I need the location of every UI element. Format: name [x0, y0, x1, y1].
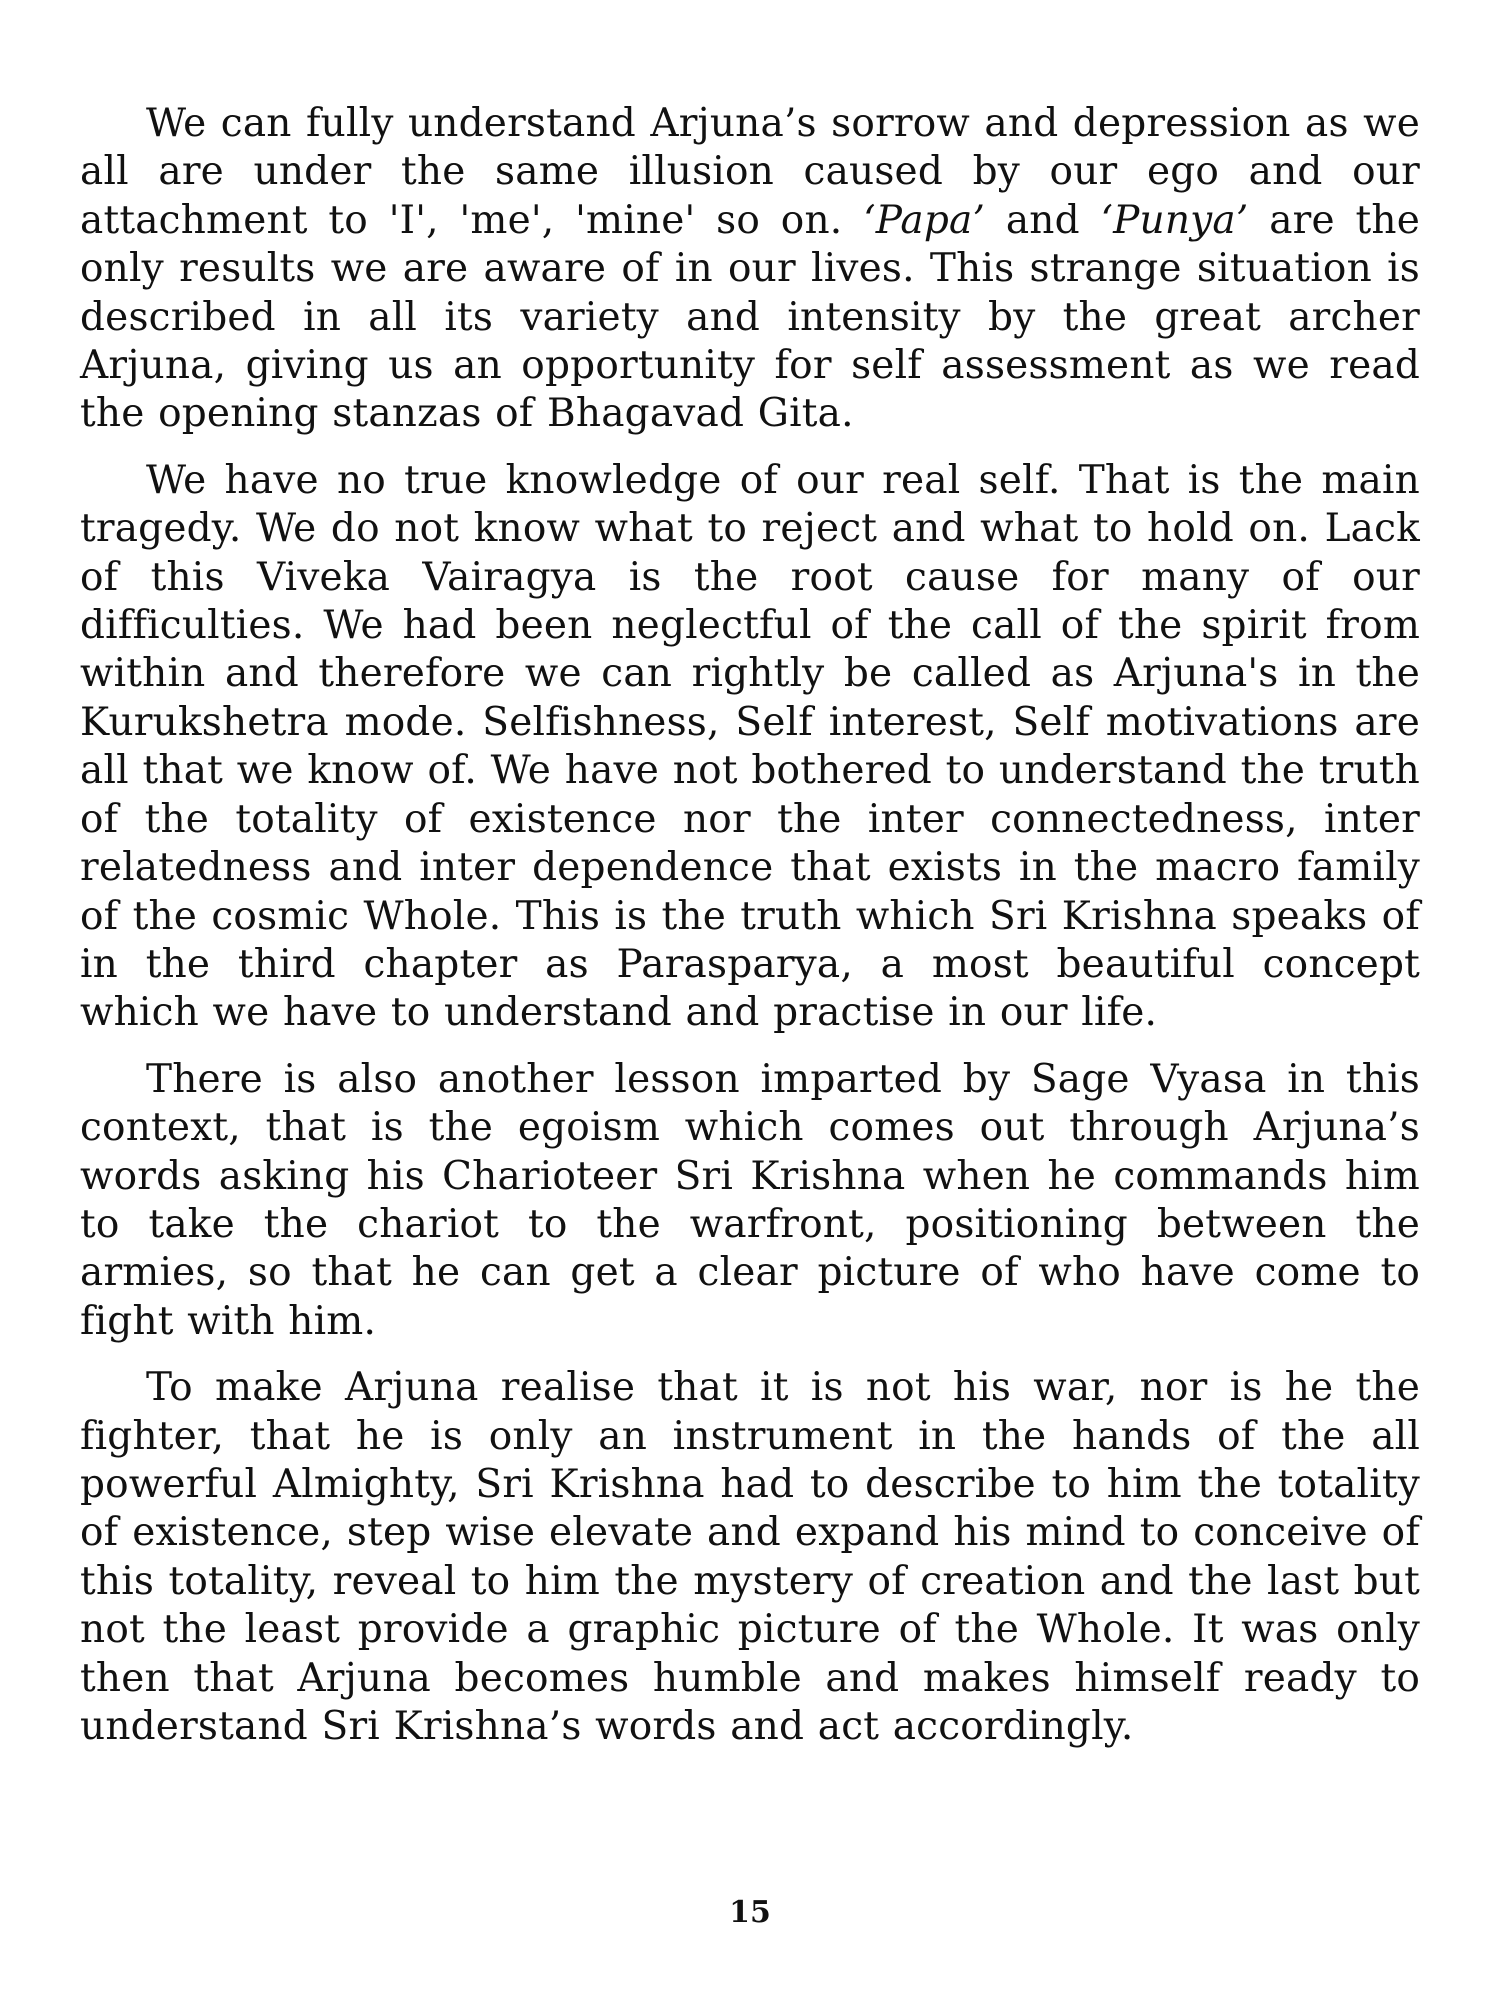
- page-number: 15: [729, 1895, 771, 1930]
- p4-text: To make Arjuna realise that it is not his war, nor is he the fighter, that he is only an instrument in the hands of the all powerful Almighty, Sri Krishna had to describe to him the totality of existence, step wise elevate and expand his mind to conceive of this totality, reveal to him the mystery of creation and the last but not the least provide a graphic picture of the Whole. It was only then that Arjuna becomes humble and makes himself ready to understand Sri Krishna’s words and act accordingly.: [80, 1365, 1420, 1749]
- paragraph-1: [80, 100, 1420, 439]
- body-text: [80, 100, 1420, 1751]
- paragraph-4: [80, 1364, 1420, 1751]
- p1-text-1: We can fully understand Arjuna’s sorrow and depression as we all are under the same illusion caused by our ego and our attachment to 'I', 'me', 'mine' so on.: [80, 101, 1420, 243]
- p3-text: There is also another lesson imparted by Sage Vyasa in this context, that is the egoism which comes out through Arjuna’s words asking his Charioteer Sri Krishna when he commands him to take the chariot to the warfront, positioning between the armies, so that he can get a clear picture of who have come to fight with him.: [80, 1056, 1420, 1344]
- paragraph-3: [80, 1056, 1420, 1346]
- p1-term-punya: ‘Punya’: [1100, 197, 1249, 243]
- p1-text-3: are the only results we are aware of in our lives. This strange situation is described in all its variety and intensity by the great archer Arjuna, giving us an opportunity for self assessment as we read the opening stanzas of Bhagavad Gita.: [80, 197, 1420, 437]
- p1-text-2: and: [985, 197, 1101, 243]
- paragraph-2: [80, 457, 1420, 1038]
- p1-term-papa: ‘Papa’: [863, 197, 986, 243]
- p2-text: We have no true knowledge of our real self. That is the main tragedy. We do not know what to reject and what to hold on. Lack of this Viveka Vairagya is the root cause for many of our difficulties. We had been neglectful of the call of the spirit from within and therefore we can rightly be called as Arjuna's in the Kurukshetra mode. Selfishness, Self interest, Self motivations are all that we know of. We have not bothered to understand the truth of the totality of existence nor the inter connectedness, inter relatedness and inter dependence that exists in the macro family of the cosmic Whole. This is the truth which Sri Krishna speaks of in the third chapter as Parasparya, a most beautiful concept which we have to understand and practise in our life.: [80, 457, 1420, 1036]
